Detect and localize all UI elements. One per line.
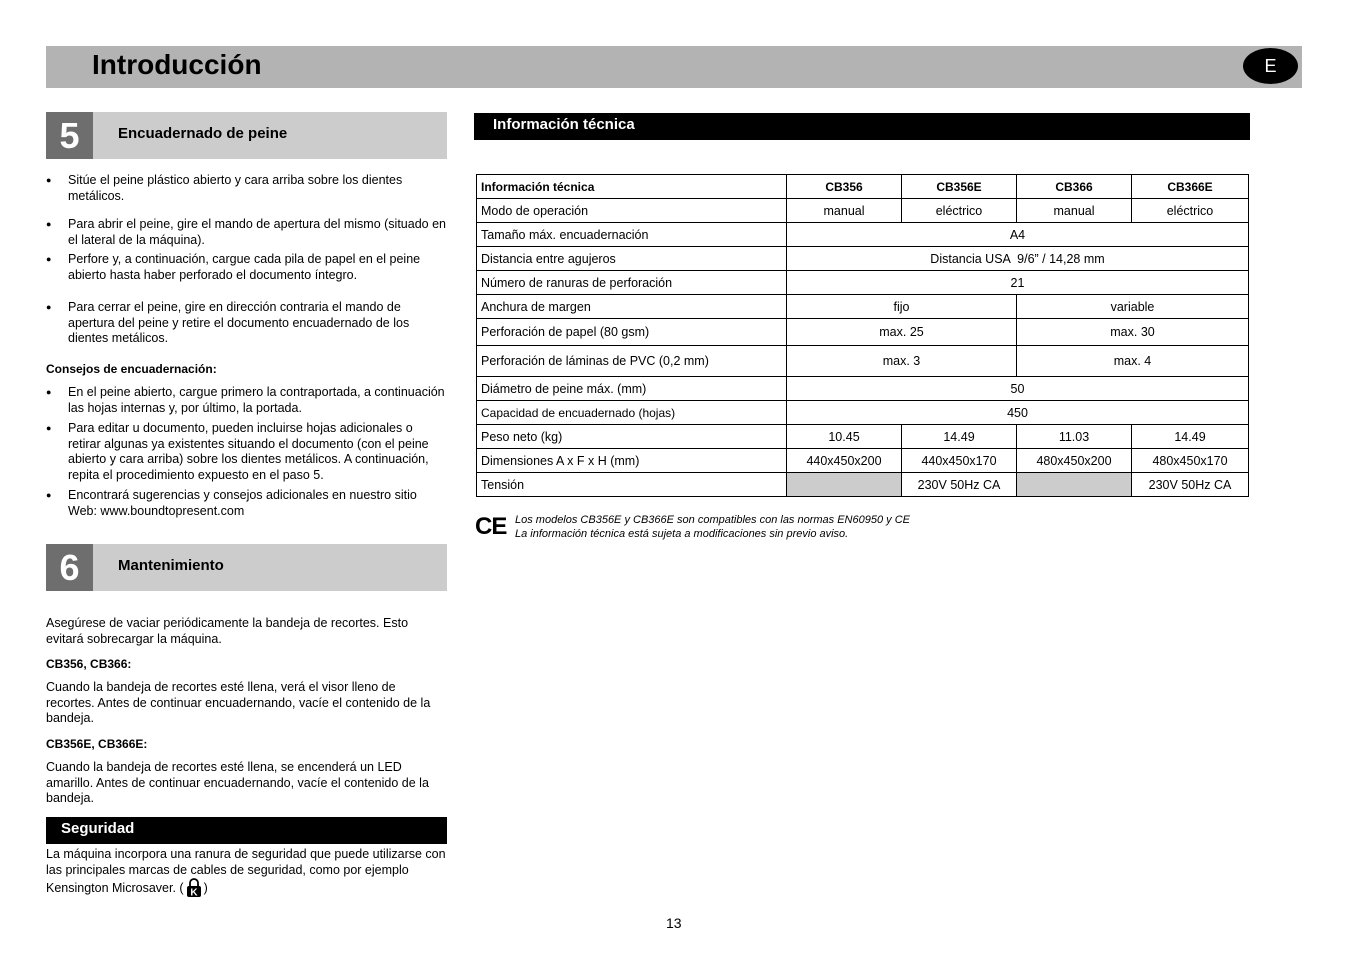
table-cell: 230V 50Hz CA [902,473,1017,497]
table-cell: Información técnica [477,175,787,199]
table-cell: 21 [787,271,1249,295]
disclaimer-note: La información técnica está sujeta a modificaciones sin previo aviso. [515,528,849,540]
tips-title: Consejos de encuadernación: [46,362,217,376]
table-row [477,319,1249,346]
table-cell [787,473,902,497]
table-cell: Modo de operación [477,199,787,223]
table-row [477,223,1249,247]
kensington-lock-icon [186,878,202,903]
table-cell: Distancia entre agujeros [477,247,787,271]
security-text: La máquina incorpora una ranura de seguridad que puede utilizarse con las principales marcas de cables de seguridad, como por ejemplo Kensington Microsaver. ( K ) [46,847,451,903]
table-row [477,449,1249,473]
table-cell: Capacidad de encuadernado (hojas) [477,401,787,425]
compliance-note: Los modelos CB356E y CB366E son compatibles con las normas EN60950 y CE [515,514,910,526]
svg-text:K: K [189,887,198,898]
page-title: Introducción [92,49,262,80]
table-cell: 480x450x200 [1017,449,1132,473]
table-cell: Número de ranuras de perforación [477,271,787,295]
ce-mark-icon: CE [475,513,507,540]
list-item: ● Encontrará sugerencias y consejos adicionales en nuestro sitio Web: www.boundtopresent.com [46,488,446,519]
list-item: ● Para editar u documento, pueden incluirse hojas adicionales o retirar algunas ya existentes situando el documento (con el peine abierto y cara arriba) sobre los dientes metálicos. A continuación, repita el procedimiento expuesto en el paso 5. [46,421,446,483]
maintenance-sub2-title: CB356E, CB366E: [46,737,148,751]
table-cell: 10.45 [787,425,902,449]
section-6-number: 6 [46,544,93,591]
section-6-header [46,544,447,591]
security-bar [46,817,447,844]
table-cell: Anchura de margen [477,295,787,319]
table-cell: 230V 50Hz CA [1132,473,1249,497]
table-row [477,247,1249,271]
table-cell: Peso neto (kg) [477,425,787,449]
table-cell: CB356E [902,175,1017,199]
table-cell: max. 30 [1017,319,1249,346]
table-row [477,199,1249,223]
table-row [477,401,1249,425]
section-5-title: Encuadernado de peine [118,125,288,142]
table-cell: Perforación de láminas de PVC (0,2 mm) [477,346,787,377]
tech-info-title: Información técnica [493,116,635,133]
table-header-row [477,175,1249,199]
table-row [477,346,1249,377]
table-cell [1017,473,1132,497]
table-cell: max. 4 [1017,346,1249,377]
table-cell: manual [787,199,902,223]
table-cell: eléctrico [1132,199,1249,223]
list-item: ● Sitúe el peine plástico abierto y cara arriba sobre los dientes metálicos. [46,173,446,204]
table-cell: CB366 [1017,175,1132,199]
tips-list [46,385,446,519]
table-cell: 450 [787,401,1249,425]
table-cell: 440x450x200 [787,449,902,473]
table-cell: variable [1017,295,1249,319]
table-cell: Tensión [477,473,787,497]
table-cell: max. 3 [787,346,1017,377]
maintenance-sub1-text: Cuando la bandeja de recortes esté llena, verá el visor lleno de recortes. Antes de continuar encuadernando, vacíe el contenido de la bandeja. [46,680,431,725]
table-cell: 14.49 [902,425,1017,449]
tech-info-bar [474,113,1250,140]
table-row [477,377,1249,401]
table-cell: fijo [787,295,1017,319]
list-item: ● Perfore y, a continuación, cargue cada pila de papel en el peine abierto hasta haber perforado el documento íntegro. [46,252,446,283]
table-cell: Distancia USA 9/6” / 14,28 mm [787,247,1249,271]
table-cell: CB366E [1132,175,1249,199]
table-cell: Diámetro de peine máx. (mm) [477,377,787,401]
table-cell: CB356 [787,175,902,199]
table-cell: 480x450x170 [1132,449,1249,473]
table-row [477,295,1249,319]
table-row [477,271,1249,295]
list-item: ● Para abrir el peine, gire el mando de apertura del mismo (situado en el lateral de la máquina). [46,217,446,248]
list-item: ● Para cerrar el peine, gire en dirección contraria el mando de apertura del peine y retire el documento encuadernado de los dientes metálicos. [46,300,446,347]
table-cell: eléctrico [902,199,1017,223]
table-cell: 14.49 [1132,425,1249,449]
table-cell: Perforación de papel (80 gsm) [477,319,787,346]
section-6-title: Mantenimiento [118,557,224,574]
maintenance-sub1-title: CB356, CB366: [46,657,132,671]
table-cell: manual [1017,199,1132,223]
page-number: 13 [666,915,682,931]
table-row [477,425,1249,449]
list-item: ● En el peine abierto, cargue primero la contraportada, a continuación las hojas internas y, por último, la portada. [46,385,446,416]
maintenance-sub2-text: Cuando la bandeja de recortes esté llena, se encenderá un LED amarillo. Antes de continuar encuadernando, vacíe el contenido de la bandeja. [46,760,429,805]
maintenance-intro: Asegúrese de vaciar periódicamente la bandeja de recortes. Esto evitará sobrecargar la máquina. [46,616,409,646]
language-badge: E [1243,48,1298,84]
security-title: Seguridad [61,820,135,837]
table-cell: max. 25 [787,319,1017,346]
table-cell: A4 [787,223,1249,247]
table-row [477,473,1249,497]
table-cell: 11.03 [1017,425,1132,449]
table-cell: 50 [787,377,1249,401]
section-5-steps [46,173,446,347]
table-cell: 440x450x170 [902,449,1017,473]
tech-spec-table [476,174,1249,497]
table-cell: Tamaño máx. encuadernación [477,223,787,247]
section-5-number: 5 [46,112,93,159]
table-cell: Dimensiones A x F x H (mm) [477,449,787,473]
